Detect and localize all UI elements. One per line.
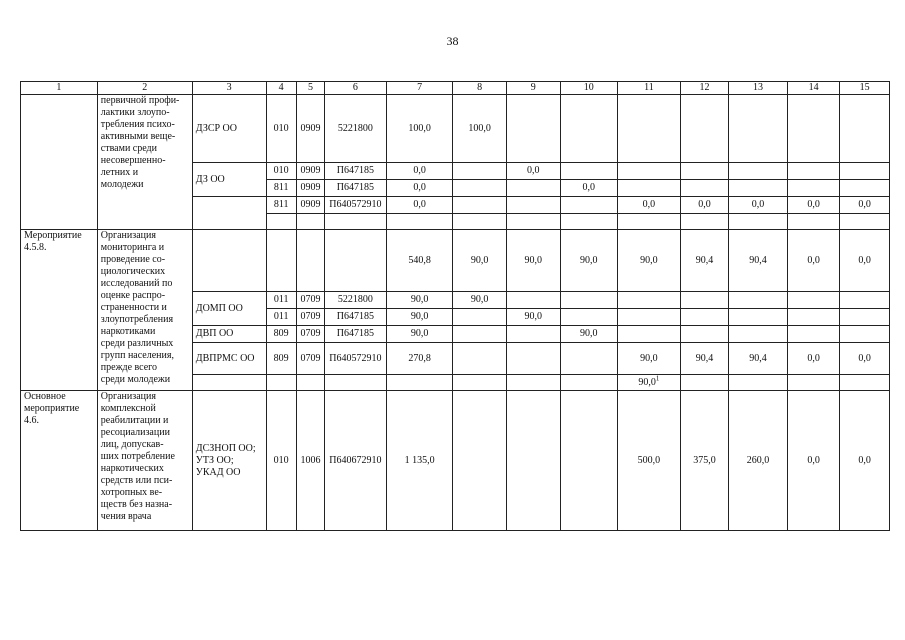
table-cell: 500,0 bbox=[618, 391, 681, 531]
table-cell: 0709 bbox=[296, 343, 324, 375]
table-cell bbox=[560, 375, 618, 391]
executor-cell: ДВП ОО bbox=[192, 326, 266, 343]
table-cell: 5221800 bbox=[325, 95, 387, 163]
table-cell: 0709 bbox=[296, 326, 324, 343]
table-cell bbox=[453, 197, 507, 214]
table-cell: П640572910 bbox=[325, 197, 387, 214]
col-header-2: 2 bbox=[97, 82, 192, 95]
table-cell: 90,0 bbox=[618, 343, 681, 375]
table-cell bbox=[506, 391, 560, 531]
table-cell bbox=[453, 326, 507, 343]
col-header-5: 5 bbox=[296, 82, 324, 95]
table-cell bbox=[386, 375, 453, 391]
table-cell bbox=[386, 214, 453, 230]
table-cell: 0,0 bbox=[729, 197, 788, 214]
col-header-7: 7 bbox=[386, 82, 453, 95]
table-cell bbox=[618, 309, 681, 326]
executor-cell: ДОМП ОО bbox=[192, 292, 266, 326]
table-cell bbox=[729, 163, 788, 180]
table-row bbox=[21, 391, 890, 531]
table-cell: 0,0 bbox=[840, 391, 890, 531]
table-cell bbox=[506, 197, 560, 214]
table-cell: П647185 bbox=[325, 163, 387, 180]
table-cell bbox=[787, 309, 840, 326]
table-cell: 90,4 bbox=[680, 343, 729, 375]
table-cell: 811 bbox=[266, 180, 296, 197]
table-cell: П647185 bbox=[325, 180, 387, 197]
col-header-3: 3 bbox=[192, 82, 266, 95]
table-cell: 0,0 bbox=[680, 197, 729, 214]
table-cell: 90,0 bbox=[506, 309, 560, 326]
table-cell bbox=[840, 292, 890, 309]
table-cell: 0909 bbox=[296, 95, 324, 163]
table-cell: П647185 bbox=[325, 309, 387, 326]
table-cell bbox=[618, 95, 681, 163]
description-cell: Организация комплексной реабилитации и ресоциализации лиц, допускав- ших потребление наркотических средств или пси- хотропных ве- ществ без назна- чения врача bbox=[97, 391, 192, 531]
table-cell: 0,0 bbox=[840, 230, 890, 292]
col-header-15: 15 bbox=[840, 82, 890, 95]
col-header-12: 12 bbox=[680, 82, 729, 95]
executor-cell bbox=[192, 375, 266, 391]
table-cell bbox=[787, 326, 840, 343]
table-cell bbox=[453, 163, 507, 180]
table-cell bbox=[560, 197, 618, 214]
table-cell: 90,0 bbox=[386, 292, 453, 309]
table-cell: П640672910 bbox=[325, 391, 387, 531]
table-cell bbox=[560, 95, 618, 163]
table-cell: 90,0 bbox=[453, 230, 507, 292]
cell-value: 90,0 bbox=[638, 376, 656, 388]
col-header-6: 6 bbox=[325, 82, 387, 95]
table-cell bbox=[453, 180, 507, 197]
table-cell: 0,0 bbox=[618, 197, 681, 214]
table-cell: 90,0 bbox=[386, 309, 453, 326]
table-cell bbox=[787, 180, 840, 197]
col-header-8: 8 bbox=[453, 82, 507, 95]
header-row bbox=[21, 82, 890, 95]
table-cell bbox=[618, 163, 681, 180]
table-cell: 0,0 bbox=[386, 163, 453, 180]
table-cell bbox=[453, 214, 507, 230]
table-cell: П640572910 bbox=[325, 343, 387, 375]
table-cell: 90,0 bbox=[506, 230, 560, 292]
table-cell bbox=[840, 375, 890, 391]
table-cell bbox=[680, 180, 729, 197]
table-cell bbox=[506, 95, 560, 163]
table-cell bbox=[325, 230, 387, 292]
table-cell: 0,0 bbox=[506, 163, 560, 180]
table-cell: 0,0 bbox=[787, 391, 840, 531]
table-cell bbox=[266, 230, 296, 292]
table-cell bbox=[560, 391, 618, 531]
measure-cell: Основное мероприятие 4.6. bbox=[21, 391, 98, 531]
page-number: 38 bbox=[446, 34, 459, 48]
table-cell bbox=[266, 214, 296, 230]
table-cell: 90,4 bbox=[729, 230, 788, 292]
table-cell bbox=[453, 343, 507, 375]
table-cell bbox=[325, 214, 387, 230]
table-cell bbox=[618, 326, 681, 343]
table-cell: 0,0 bbox=[787, 197, 840, 214]
table-cell: 90,0 bbox=[453, 292, 507, 309]
table-cell: 90,0 bbox=[386, 326, 453, 343]
table-cell bbox=[296, 230, 324, 292]
table-cell: 100,0 bbox=[386, 95, 453, 163]
table-row bbox=[21, 95, 890, 163]
table-cell: 90,4 bbox=[729, 343, 788, 375]
table-cell bbox=[840, 326, 890, 343]
table-cell bbox=[618, 292, 681, 309]
table-cell: 011 bbox=[266, 292, 296, 309]
table-cell bbox=[680, 214, 729, 230]
table-cell bbox=[618, 180, 681, 197]
table-cell bbox=[729, 95, 788, 163]
table-cell bbox=[560, 163, 618, 180]
table-cell bbox=[325, 375, 387, 391]
footnote-marker: 1 bbox=[655, 374, 660, 383]
table-cell bbox=[787, 214, 840, 230]
table-cell bbox=[506, 326, 560, 343]
table-cell: 010 bbox=[266, 95, 296, 163]
table-cell: 1006 bbox=[296, 391, 324, 531]
table-cell bbox=[787, 375, 840, 391]
table-cell bbox=[560, 292, 618, 309]
table-cell bbox=[296, 214, 324, 230]
table-cell bbox=[680, 309, 729, 326]
col-header-11: 11 bbox=[618, 82, 681, 95]
table-cell: 100,0 bbox=[453, 95, 507, 163]
table-cell bbox=[506, 180, 560, 197]
table-cell bbox=[453, 375, 507, 391]
executor-cell: ДЗ ОО bbox=[192, 163, 266, 197]
table-cell: 809 bbox=[266, 326, 296, 343]
table-cell bbox=[560, 214, 618, 230]
table-cell bbox=[840, 309, 890, 326]
table-cell: 0909 bbox=[296, 180, 324, 197]
executor-cell: ДВПРМС ОО bbox=[192, 343, 266, 375]
table-cell: 90,0 bbox=[618, 230, 681, 292]
table-cell: 0,0 bbox=[386, 180, 453, 197]
executor-cell: ДЗСР ОО bbox=[192, 95, 266, 163]
measure-cell: Мероприятие 4.5.8. bbox=[21, 230, 98, 391]
table-cell-footnoted bbox=[618, 375, 681, 391]
table-cell bbox=[840, 180, 890, 197]
measure-cell bbox=[21, 95, 98, 230]
table-cell: 260,0 bbox=[729, 391, 788, 531]
table-row bbox=[21, 230, 890, 292]
col-header-14: 14 bbox=[787, 82, 840, 95]
table-cell: 0909 bbox=[296, 197, 324, 214]
table-cell: 540,8 bbox=[386, 230, 453, 292]
executor-cell: ДСЗНОП ОО; УТЗ ОО; УКАД ОО bbox=[192, 391, 266, 531]
table-cell bbox=[560, 343, 618, 375]
budget-table bbox=[20, 81, 890, 531]
col-header-9: 9 bbox=[506, 82, 560, 95]
col-header-4: 4 bbox=[266, 82, 296, 95]
table-cell bbox=[453, 391, 507, 531]
table-cell: 0,0 bbox=[787, 230, 840, 292]
col-header-13: 13 bbox=[729, 82, 788, 95]
table-cell: 811 bbox=[266, 197, 296, 214]
table-cell: 010 bbox=[266, 391, 296, 531]
table-cell bbox=[729, 292, 788, 309]
table-cell bbox=[618, 214, 681, 230]
executor-cell bbox=[192, 197, 266, 230]
table-cell: П647185 bbox=[325, 326, 387, 343]
table-cell bbox=[729, 326, 788, 343]
table-cell: 90,0 bbox=[560, 230, 618, 292]
table-cell bbox=[560, 309, 618, 326]
table-cell bbox=[729, 214, 788, 230]
table-cell bbox=[840, 95, 890, 163]
table-cell bbox=[729, 309, 788, 326]
table-cell bbox=[506, 343, 560, 375]
table-cell bbox=[840, 163, 890, 180]
table-cell: 0709 bbox=[296, 292, 324, 309]
table-cell: 011 bbox=[266, 309, 296, 326]
table-cell bbox=[787, 292, 840, 309]
table-cell: 0,0 bbox=[560, 180, 618, 197]
table-cell bbox=[506, 292, 560, 309]
table-cell bbox=[680, 375, 729, 391]
table-cell bbox=[506, 375, 560, 391]
executor-cell bbox=[192, 230, 266, 292]
table-cell bbox=[266, 375, 296, 391]
table-cell bbox=[680, 326, 729, 343]
table-cell bbox=[296, 375, 324, 391]
table-cell bbox=[729, 180, 788, 197]
table-cell bbox=[680, 163, 729, 180]
table-cell: 010 bbox=[266, 163, 296, 180]
table-cell: 809 bbox=[266, 343, 296, 375]
table-cell: 375,0 bbox=[680, 391, 729, 531]
table-cell: 0,0 bbox=[840, 343, 890, 375]
col-header-1: 1 bbox=[21, 82, 98, 95]
table-cell bbox=[680, 292, 729, 309]
table-cell bbox=[680, 95, 729, 163]
table-cell: 0709 bbox=[296, 309, 324, 326]
table-cell bbox=[506, 214, 560, 230]
table-cell: 5221800 bbox=[325, 292, 387, 309]
table-cell bbox=[453, 309, 507, 326]
table-cell: 90,0 bbox=[560, 326, 618, 343]
description-cell: первичной профи- лактики злоупо- требления психо- активными веще- ствами среди несовершенно- летних и молодежи bbox=[97, 95, 192, 230]
table-cell: 0,0 bbox=[787, 343, 840, 375]
col-header-10: 10 bbox=[560, 82, 618, 95]
table-cell bbox=[729, 375, 788, 391]
table-cell bbox=[787, 163, 840, 180]
table-cell: 90,4 bbox=[680, 230, 729, 292]
description-cell: Организация мониторинга и проведение со- циологических исследований по оценке распро- страненности и злоупотребления наркотиками среди различных групп населения, прежде всего среди молодежи bbox=[97, 230, 192, 391]
table-cell: 1 135,0 bbox=[386, 391, 453, 531]
table-cell: 0,0 bbox=[386, 197, 453, 214]
table-cell bbox=[787, 95, 840, 163]
table-cell: 0909 bbox=[296, 163, 324, 180]
table-cell bbox=[840, 214, 890, 230]
table-cell: 270,8 bbox=[386, 343, 453, 375]
table-cell: 0,0 bbox=[840, 197, 890, 214]
